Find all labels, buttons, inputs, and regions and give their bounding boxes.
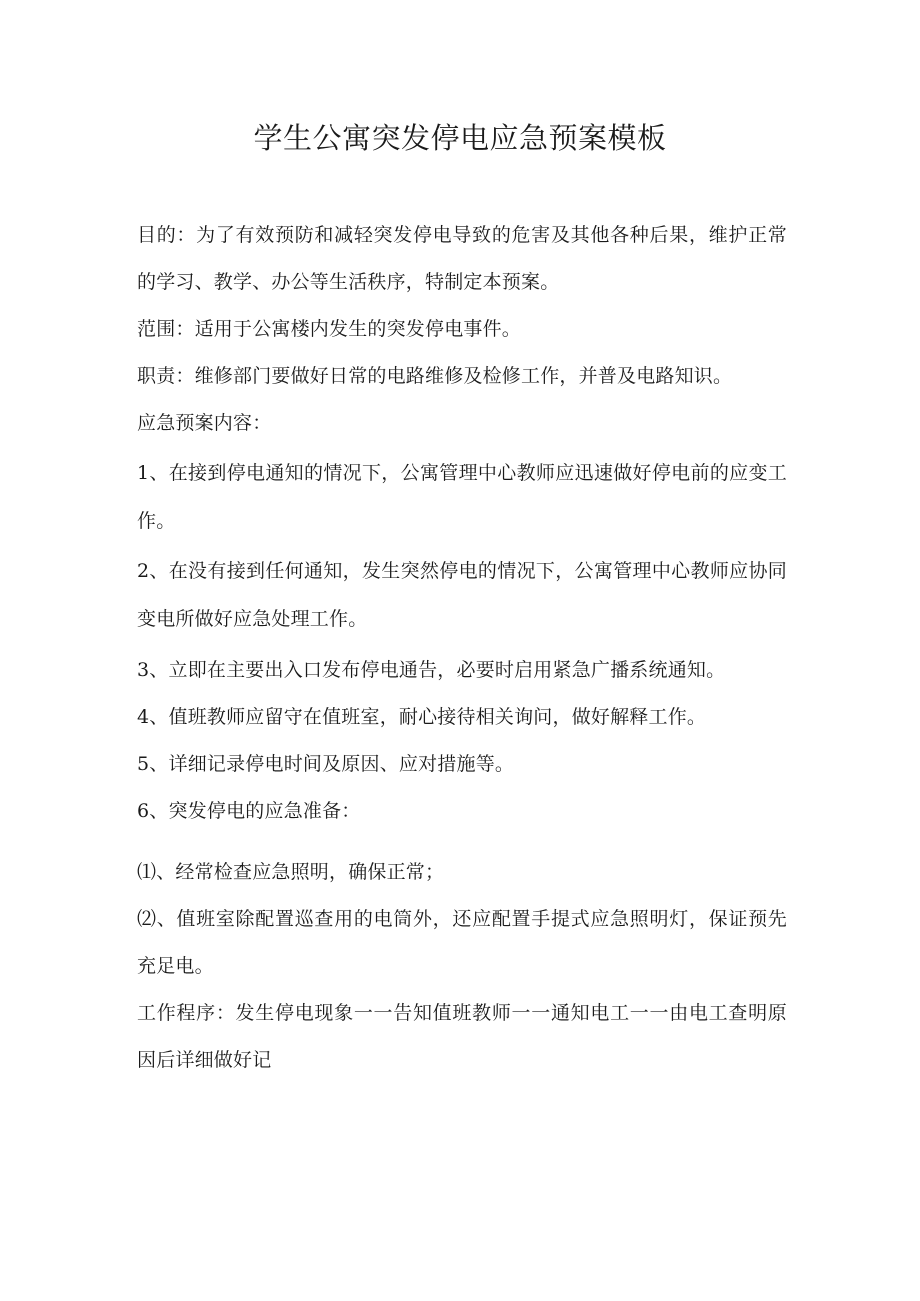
paragraph-item-1: 1、在接到停电通知的情况下，公寓管理中心教师应迅速做好停电前的应变工作。 <box>137 462 787 532</box>
document-title: 学生公寓突发停电应急预案模板 <box>253 121 667 155</box>
paragraph-scope: 范围：适用于公寓楼内发生的突发停电事件。 <box>137 318 522 340</box>
paragraph-item-6: 6、突发停电的应急准备： <box>137 800 361 822</box>
paragraph-item-2: 2、在没有接到任何通知，发生突然停电的情况下，公寓管理中心教师应协同变电所做好应急处理工作。 <box>137 560 787 630</box>
paragraph-item-5: 5、详细记录停电时间及原因、应对措施等。 <box>137 753 515 775</box>
paragraph-item-3: 3、立即在主要出入口发布停电通告，必要时启用紧急广播系统通知。 <box>137 659 726 681</box>
paragraph-plan-heading: 应急预案内容： <box>137 412 272 434</box>
paragraph-item-4: 4、值班教师应留守在值班室，耐心接待相关询问，做好解释工作。 <box>137 706 707 728</box>
paragraph-purpose: 目的：为了有效预防和减轻突发停电导致的危害及其他各种后果，维护正常的学习、教学、办公等生活秩序，特制定本预案。 <box>137 224 787 293</box>
paragraph-subitem-1: ⑴、经常检查应急照明，确保正常； <box>137 861 445 883</box>
document-body <box>137 212 787 1084</box>
paragraph-subitem-2: ⑵、值班室除配置巡查用的电筒外，还应配置手提式应急照明灯，保证预先充足电。 <box>137 908 787 977</box>
paragraph-procedure: 工作程序：发生停电现象一一告知值班教师一一通知电工一一由电工查明原因后详细做好记 <box>137 1002 787 1071</box>
paragraph-responsibility: 职责：维修部门要做好日常的电路维修及检修工作，并普及电路知识。 <box>137 365 733 387</box>
